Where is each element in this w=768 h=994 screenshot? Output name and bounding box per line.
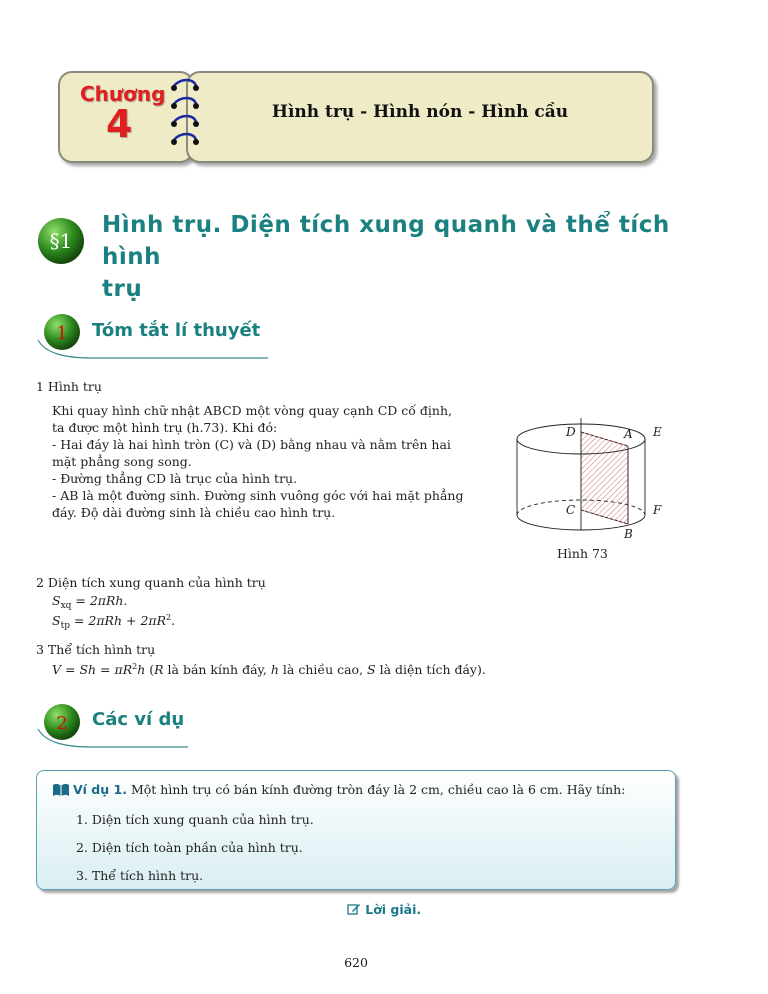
item1-line: - AB là một đường sinh. Đường sinh vuông góc với hai mặt phẳng bbox=[52, 488, 464, 503]
label-f: F bbox=[653, 503, 662, 517]
section-title-line2: trụ bbox=[102, 276, 143, 302]
section-title bbox=[102, 209, 722, 305]
formula-volume: $V = Sh = \pi R^2h$ (R là bán kính đáy, h là chiều cao, S là diện tích đáy). bbox=[52, 662, 486, 677]
item1-line: Khi quay hình chữ nhật ABCD một vòng quay cạnh CD cố định, bbox=[52, 403, 452, 418]
example1-label: Ví dụ 1. bbox=[73, 782, 127, 797]
item1-heading: 1 Hình trụ bbox=[36, 379, 102, 394]
label-e: E bbox=[653, 425, 662, 439]
item1-line: ta được một hình trụ (h.73). Khi đó: bbox=[52, 420, 278, 435]
item1-line: - Hai đáy là hai hình tròn (C) và (D) bằng nhau và nằm trên hai bbox=[52, 437, 451, 452]
figure-caption: Hình 73 bbox=[557, 546, 608, 561]
shaded-section bbox=[581, 432, 628, 524]
summary-swoosh bbox=[36, 338, 276, 362]
summary-title: Tóm tắt lí thuyết bbox=[92, 320, 261, 341]
examples-swoosh bbox=[36, 727, 196, 751]
example1-item: 2. Diện tích toàn phần của hình trụ. bbox=[76, 840, 303, 855]
examples-title: Các ví dụ bbox=[92, 709, 185, 730]
label-d: D bbox=[566, 425, 576, 439]
example1-prompt: Một hình trụ có bán kính đường tròn đáy là 2 cm, chiều cao là 6 cm. Hãy tính: bbox=[130, 782, 626, 797]
pencil-square-icon bbox=[347, 903, 361, 915]
chapter-title: Hình trụ - Hình nón - Hình cầu bbox=[271, 102, 569, 122]
item1-line: đáy. Độ dài đường sinh là chiều cao hình trụ. bbox=[52, 505, 336, 520]
label-c: C bbox=[566, 503, 576, 517]
summary-badge-text: 1 bbox=[56, 323, 68, 344]
cylinder-figure bbox=[508, 412, 688, 542]
book-icon bbox=[52, 783, 70, 797]
label-b: B bbox=[624, 527, 633, 541]
item2-heading: 2 Diện tích xung quanh của hình trụ bbox=[36, 575, 266, 590]
chapter-word: Chương bbox=[80, 82, 166, 106]
item1-line: - Đường thẳng CD là trục của hình trụ. bbox=[52, 471, 298, 486]
item1-line: mặt phẳng song song. bbox=[52, 454, 192, 469]
formula-stp: $S_{tp} = 2\pi Rh + 2\pi R^2$. bbox=[52, 613, 176, 631]
section-badge-icon bbox=[36, 216, 86, 266]
solution-label: Lời giải. bbox=[365, 902, 422, 917]
formula-sxq: $S_{xq} = 2\pi Rh$. bbox=[52, 593, 128, 611]
item3-heading: 3 Thể tích hình trụ bbox=[36, 642, 156, 657]
example1-item: 3. Thể tích hình trụ. bbox=[76, 868, 204, 883]
solution-heading bbox=[0, 902, 768, 917]
example1-item: 1. Diện tích xung quanh của hình trụ. bbox=[76, 812, 314, 827]
section-title-line1: Hình trụ. Diện tích xung quanh và thể tích hình bbox=[102, 212, 670, 270]
section-badge-text: §1 bbox=[49, 229, 73, 253]
page-number: 620 bbox=[344, 955, 368, 970]
item1-body bbox=[52, 402, 512, 521]
example1-intro bbox=[73, 781, 673, 798]
label-a: A bbox=[624, 427, 633, 441]
chapter-number: 4 bbox=[106, 102, 133, 146]
examples-badge-text: 2 bbox=[56, 713, 68, 734]
